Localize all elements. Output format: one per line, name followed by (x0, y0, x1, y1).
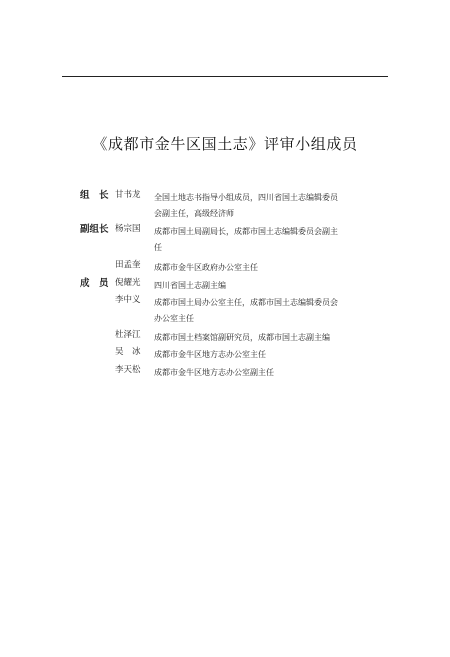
member-role: 副组长 (80, 224, 109, 235)
member-description (154, 365, 390, 381)
member-description-line: 四川省国土志副主编 (154, 281, 226, 290)
member-description-line: 成都市金牛区地方志办公室副主任 (154, 368, 274, 377)
member-description (154, 295, 390, 327)
member-name: 甘书龙 (115, 190, 141, 200)
member-description (154, 330, 390, 346)
member-description (154, 190, 390, 222)
member-name: 李天松 (115, 365, 141, 375)
member-description-line: 办公室主任 (154, 314, 194, 323)
member-description-line: 任 (154, 243, 162, 252)
member-role: 成 员 (80, 278, 109, 289)
member-description (154, 224, 390, 256)
member-description-line: 成都市金牛区政府办公室主任 (154, 263, 258, 272)
member-name: 李中义 (115, 295, 141, 305)
member-description (154, 347, 390, 363)
member-name: 倪耀光 (115, 278, 141, 288)
member-description-line: 全国土地志书指导小组成员，四川省国土志编辑委员 (154, 193, 338, 202)
member-description (154, 260, 390, 276)
member-description (154, 278, 390, 294)
member-name: 吴 冰 (115, 347, 141, 357)
member-description-line: 成都市国土局办公室主任，成都市国土志编辑委员会 (154, 298, 338, 307)
page-title: 《成都市金牛区国土志》评审小组成员 (92, 135, 358, 153)
member-name: 杨宗国 (115, 224, 141, 234)
member-role: 组 长 (80, 190, 109, 201)
member-description-line: 成都市国土档案馆副研究员，成都市国土志副主编 (154, 333, 330, 342)
top-rule (62, 76, 388, 77)
member-description-line: 成都市国土局副局长，成都市国土志编辑委员会副主 (154, 227, 338, 236)
member-name: 田孟奎 (115, 260, 141, 270)
member-name: 杜泽江 (115, 330, 141, 340)
member-description-line: 会副主任，高级经济师 (154, 209, 234, 218)
member-description-line: 成都市金牛区地方志办公室主任 (154, 350, 266, 359)
